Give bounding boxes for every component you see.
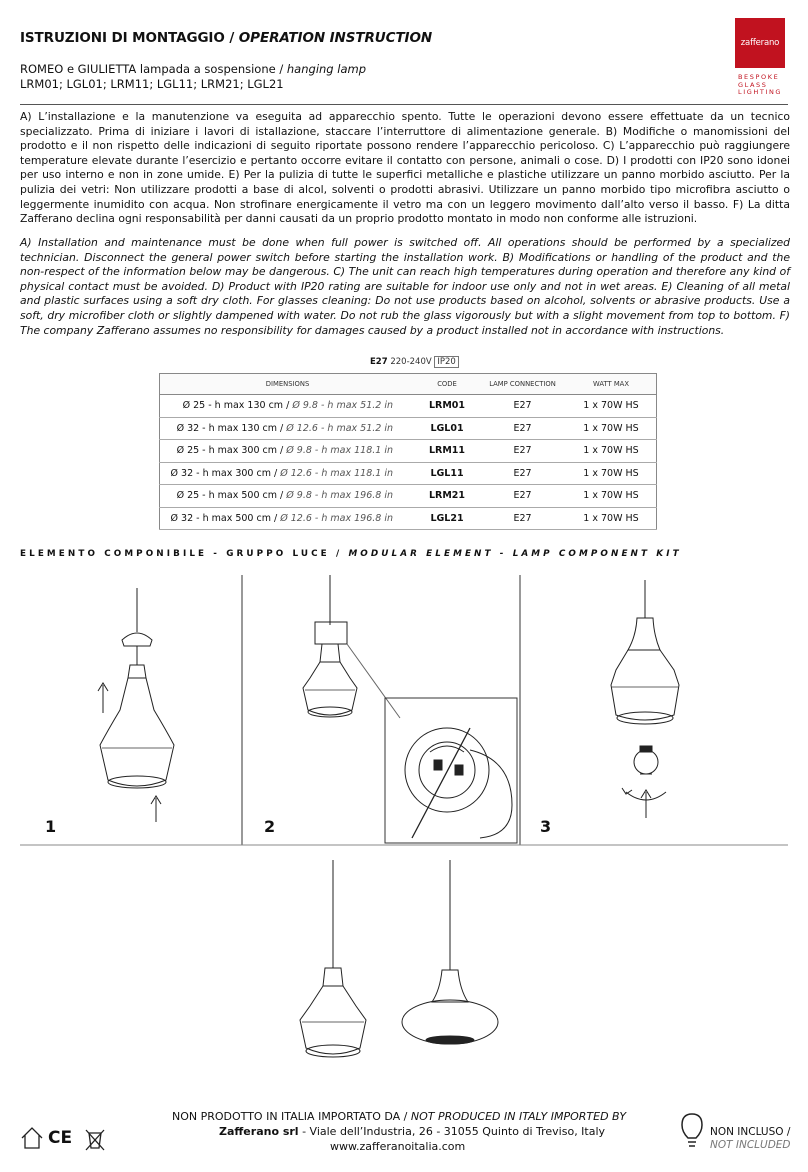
code-cell: LGL21 [415,507,479,530]
tagline-line: BESPOKE [738,73,780,81]
dimension-cell [160,440,416,463]
dim-in: Ø 9.8 - h max 196.8 in [286,490,393,502]
dimension-cell [160,462,416,485]
dimension-cell [160,395,416,418]
bulb-note-italian: NON INCLUSO / [710,1126,791,1138]
product-subtitle [20,62,366,91]
ce-mark: CE [48,1128,73,1148]
table-row [160,485,657,508]
table-row [160,462,657,485]
final-lamps-illustration [300,860,498,1057]
dim-cm: Ø 25 - h max 500 cm / [176,490,284,502]
connection-cell: E27 [479,462,566,485]
watt-cell: 1 x 70W HS [566,507,657,530]
import-notice [172,1110,626,1123]
address: - Viale dell’Industria, 26 - 31055 Quinto di Treviso, Italy [302,1125,606,1138]
code-cell: LRM21 [415,485,479,508]
dim-cm: Ø 32 - h max 500 cm / [170,512,278,524]
table-row [160,395,657,418]
dim-in: Ø 9.8 - h max 118.1 in [286,445,393,457]
import-notice-italian: NON PRODOTTO IN ITALIA IMPORTATO DA / [172,1110,408,1123]
bulb-not-included-icon [680,1112,704,1152]
watt-cell: 1 x 70W HS [566,395,657,418]
indoor-use-icon [22,1128,42,1148]
dim-cm: Ø 32 - h max 130 cm / [176,422,284,434]
dimension-cell [160,507,416,530]
electrical-ratings [370,357,459,367]
header-dimensions: DIMENSIONS [160,374,416,395]
brand-logo [735,18,785,68]
connection-cell: E27 [479,395,566,418]
dimension-cell [160,417,416,440]
step-2-illustration [303,575,517,843]
tagline-line: GLASS [738,80,768,89]
section-heading [20,549,682,559]
socket-type: E27 [370,357,388,367]
step-number: 3 [540,817,552,836]
header-lamp-connection: LAMP CONNECTION [479,374,566,395]
table-row [160,417,657,440]
table-row [160,440,657,463]
title-english: OPERATION INSTRUCTION [238,30,433,46]
table-header-row [160,374,657,395]
subtitle-italian: ROMEO e GIULIETTA lampada a sospensione / [20,62,284,76]
dimensions-table [159,373,657,530]
connection-cell: E27 [479,507,566,530]
table-row [160,507,657,530]
header-divider [20,104,788,105]
company-name: Zafferano srl [219,1125,299,1138]
dim-in: Ø 12.6 - h max 196.8 in [280,512,393,524]
website-link[interactable]: www.zafferanoitalia.com [330,1140,466,1153]
watt-cell: 1 x 70W HS [566,417,657,440]
company-address [219,1125,605,1138]
step-1-illustration [98,588,174,822]
connection-cell: E27 [479,440,566,463]
connection-cell: E27 [479,485,566,508]
title-italian: ISTRUZIONI DI MONTAGGIO / [20,30,235,46]
tagline-line: LIGHTING [738,88,783,96]
watt-cell: 1 x 70W HS [566,440,657,463]
import-notice-english: NOT PRODUCED IN ITALY IMPORTED BY [410,1110,627,1123]
dim-cm: Ø 32 - h max 300 cm / [170,467,278,479]
watt-cell: 1 x 70W HS [566,485,657,508]
dimension-cell [160,485,416,508]
dim-in: Ø 9.8 - h max 51.2 in [292,400,393,412]
code-cell: LGL11 [415,462,479,485]
dim-in: Ø 12.6 - h max 51.2 in [286,422,393,434]
section-heading-english: MODULAR ELEMENT - LAMP COMPONENT KIT [348,549,682,559]
subtitle-english: hanging lamp [286,62,366,76]
instructions-italian: A) L’installazione e la manutenzione va eseguita ad apparecchio spento. Tutte le operazioni devono essere effettuate da un tecnico specializzato. Prima di iniziare i lavori di istallazione, staccare l’interruttore di alimentazione generale. B) Modifiche o manomissioni del prodotto e il non rispetto delle indicazioni di seguito riportate possono rendere l’apparecchio pericoloso. C) L’apparecchio può raggiungere temperature elevate durante l’esercizio e pertanto occorre evitare il contatto con persone, animali o cose. D) I prodotti con IP20 sono idonei per uso interno e non in zone umide. E) Per la pulizia di tutte le superfici metalliche e plastiche utilizzare un panno morbido asciutto. Per la pulizia dei vetri: Non utilizzare prodotti a base di alcol, solventi o prodotti abrasivi. Utilizzare un panno morbido tipo microfibra asciutto o leggermente inumidito con acqua. Non strofinare energicamente il vetro ma con un leggero movimento dall’alto verso il basso. F) La ditta Zafferano declina ogni responsabilità per danni causati da un proprio prodotto montato in modo non conforme alle istruzioni. [20,110,790,226]
dim-cm: Ø 25 - h max 300 cm / [176,445,284,457]
dim-cm: Ø 25 - h max 130 cm / [182,400,290,412]
light-bulb-icon [634,746,658,774]
voltage: 220-240V [390,357,432,367]
step-number: 2 [264,817,276,836]
page-title [20,30,432,46]
brand-name: zafferano [740,38,780,48]
bulb-not-included-note [710,1126,791,1152]
code-cell: LGL01 [415,417,479,440]
section-heading-italian: ELEMENTO COMPONIBILE - GRUPPO LUCE / [20,549,343,559]
code-cell: LRM01 [415,395,479,418]
brand-tagline [738,74,782,97]
step-number: 1 [45,817,57,836]
instructions-english: A) Installation and maintenance must be done when full power is switched off. All operations should be performed by a specialized technician. Disconnect the general power switch before starting the installation work. B) Modifications or handling of the product and the non-respect of the information below may be dangerous. C) The unit can reach high temperatures during operation and therefore any kind of physical contact must be avoided. D) Product with IP20 rating are suitable for indoor use only and not in wet areas. E) Cleaning of all metal and plastic surfaces using a soft dry cloth. For glasses cleaning: Do not use products based on alcohol, solvents or abrasive products. Use a soft, dry microfiber cloth or slightly dampened with water. Do not rub the glass vigorously but with a slight movement from top to bottom. F) The company Zafferano assumes no responsibility for damages caused by a product installed not in accordance with instructions. [20,236,790,337]
watt-cell: 1 x 70W HS [566,462,657,485]
assembly-illustrations [0,570,808,1110]
bulb-note-english: NOT INCLUDED [710,1139,791,1151]
product-codes: LRM01; LGL01; LRM11; LGL11; LRM21; LGL21 [20,76,284,91]
ip-rating: IP20 [434,356,458,368]
dim-in: Ø 12.6 - h max 118.1 in [280,467,393,479]
code-cell: LRM11 [415,440,479,463]
connection-cell: E27 [479,417,566,440]
step-3-illustration [611,580,679,818]
header-watt-max: WATT MAX [566,374,657,395]
header-code: CODE [415,374,479,395]
